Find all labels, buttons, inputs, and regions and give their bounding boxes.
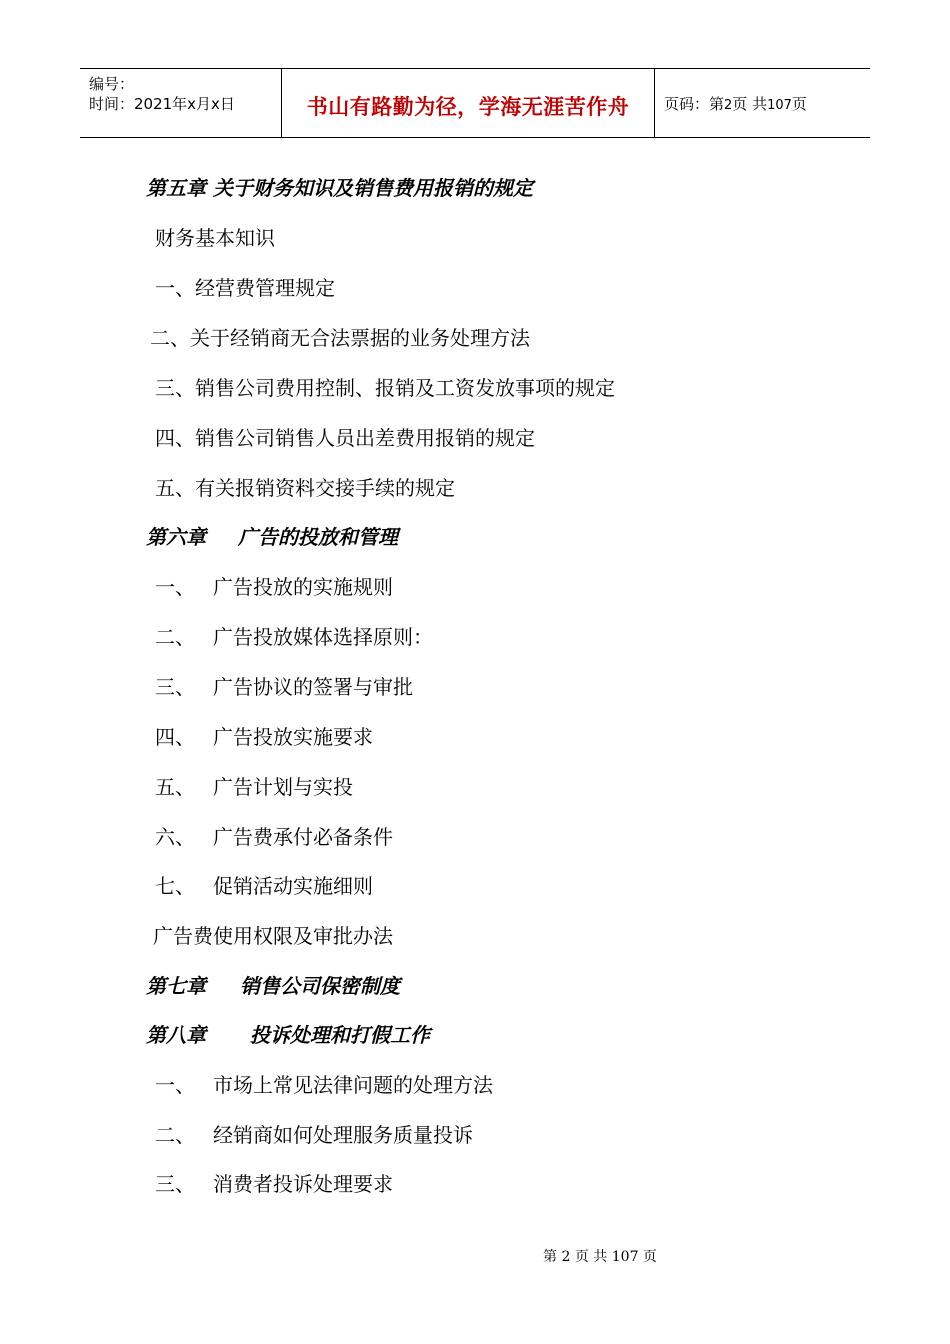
toc-item-number: 四、 bbox=[155, 725, 195, 749]
page-mid: 页 共 bbox=[732, 95, 768, 113]
toc-item-number: 一、 bbox=[155, 575, 195, 599]
toc-item: 二、关于经销商无合法票据的业务处理方法 bbox=[150, 326, 530, 350]
page-footer bbox=[0, 1246, 950, 1266]
header-motto: 书山有路勤为径，学海无涯苦作舟 bbox=[306, 95, 630, 119]
toc-item-text: 广告协议的签署与审批 bbox=[213, 675, 413, 699]
chapter-8-heading bbox=[146, 1019, 430, 1048]
toc-item bbox=[155, 821, 393, 850]
toc-item-text: 经销商如何处理服务质量投诉 bbox=[213, 1123, 473, 1147]
header-info-cell bbox=[80, 69, 281, 137]
toc-item-number: 一、 bbox=[155, 1073, 195, 1097]
toc-item-text: 广告投放的实施规则 bbox=[213, 575, 393, 599]
page-header bbox=[80, 68, 870, 138]
toc-item-number: 二、 bbox=[155, 1123, 195, 1147]
page-suffix: 页 bbox=[791, 95, 807, 113]
page-prefix: 页码：第 bbox=[664, 95, 725, 113]
chapter-7-heading bbox=[146, 970, 400, 999]
toc-item bbox=[155, 771, 353, 800]
chapter-6-title: 广告的投放和管理 bbox=[238, 525, 398, 549]
page-total: 107 bbox=[767, 98, 792, 113]
toc-item bbox=[155, 870, 373, 899]
toc-item-number: 七、 bbox=[155, 874, 195, 898]
page-number: 2 bbox=[724, 98, 733, 113]
toc-item: 五、有关报销资料交接手续的规定 bbox=[155, 476, 455, 500]
document-code-label: 编号： bbox=[89, 75, 135, 93]
document-time-label: 时间：2021年x月x日 bbox=[89, 95, 235, 113]
header-page-cell bbox=[654, 69, 870, 137]
toc-item bbox=[155, 1069, 493, 1098]
header-motto-cell bbox=[281, 69, 655, 137]
toc-item-text: 广告投放媒体选择原则： bbox=[213, 625, 433, 649]
footer-page-number: 第 2 页 共 107 页 bbox=[543, 1249, 657, 1265]
toc-item bbox=[155, 621, 433, 650]
toc-item: 三、销售公司费用控制、报销及工资发放事项的规定 bbox=[155, 376, 615, 400]
toc-item-number: 六、 bbox=[155, 825, 195, 849]
chapter-8-title: 投诉处理和打假工作 bbox=[250, 1023, 430, 1047]
toc-item-text: 促销活动实施细则 bbox=[213, 874, 373, 898]
header-page-code bbox=[664, 93, 807, 114]
toc-item bbox=[155, 671, 413, 700]
toc-item-text: 消费者投诉处理要求 bbox=[213, 1172, 393, 1196]
toc-item-text: 市场上常见法律问题的处理方法 bbox=[213, 1073, 493, 1097]
toc-item-number: 五、 bbox=[155, 775, 195, 799]
toc-item bbox=[155, 1119, 473, 1148]
toc-item-number: 三、 bbox=[155, 675, 195, 699]
toc-item-number: 三、 bbox=[155, 1172, 195, 1196]
toc-item bbox=[155, 1168, 393, 1197]
toc-item: 四、销售公司销售人员出差费用报销的规定 bbox=[155, 426, 535, 450]
toc-item bbox=[155, 721, 373, 750]
toc-item-text: 广告计划与实投 bbox=[213, 775, 353, 799]
toc-item bbox=[155, 571, 393, 600]
toc-item-text: 广告投放实施要求 bbox=[213, 725, 373, 749]
toc-item-number: 二、 bbox=[155, 625, 195, 649]
toc-item-text: 广告费承付必备条件 bbox=[213, 825, 393, 849]
chapter-6-number: 第六章 bbox=[146, 525, 206, 549]
chapter-5-subheading: 财务基本知识 bbox=[155, 226, 275, 250]
chapter-7-number: 第七章 bbox=[146, 974, 206, 998]
chapter-7-title: 销售公司保密制度 bbox=[240, 974, 400, 998]
chapter-6-extra: 广告费使用权限及审批办法 bbox=[153, 924, 393, 948]
chapter-5-heading: 第五章 关于财务知识及销售费用报销的规定 bbox=[146, 176, 533, 200]
chapter-6-heading bbox=[146, 521, 398, 550]
toc-item: 一、经营费管理规定 bbox=[155, 276, 335, 300]
chapter-8-number: 第八章 bbox=[146, 1023, 206, 1047]
